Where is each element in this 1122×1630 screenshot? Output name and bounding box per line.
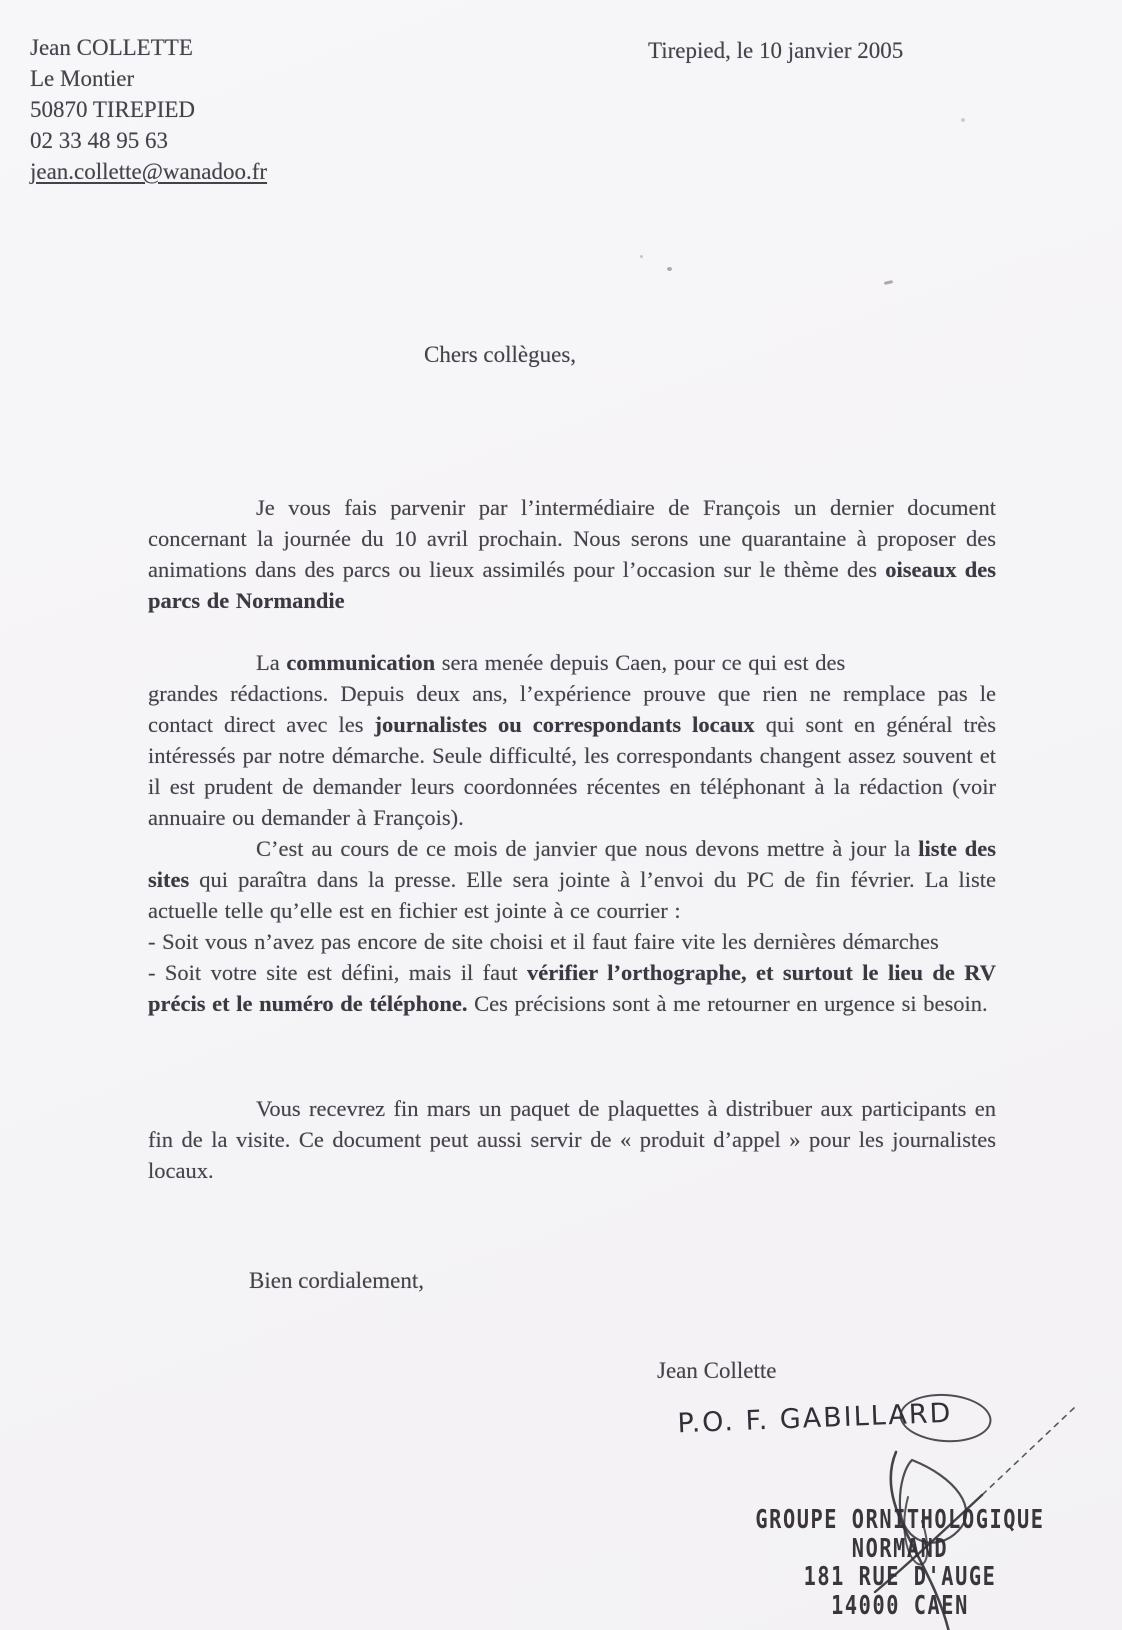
stamp-line-1: GROUPE ORNITHOLOGIQUE [755,1505,1045,1535]
signature-flourish [650,1395,1090,1630]
stamp-line-4: 14000 CAEN [831,1590,969,1621]
sender-block [30,32,267,187]
scan-speck [667,267,672,271]
sender-name: Jean COLLETTE [30,35,193,60]
paragraph-4-list-item: - Soit vous n’avez pas encore de site choisi et il faut faire vite les dernières démarches [148,929,939,954]
paragraph-5-list-item: - Soit votre site est défini, mais il faut vérifier l’orthographe, et surtout le lieu de RV précis et le numéro de téléphone. Ces précisions sont à me retourner en urgence si besoin. [148,960,996,1016]
sender-address-line-2: 50870 TIREPIED [30,97,196,122]
stamp-line-3: 181 RUE D'AUGE [803,1562,997,1592]
salutation: Chers collègues, [424,342,577,367]
scan-speck [961,118,965,122]
paragraph-6: Vous recevrez fin mars un paquet de plaquettes à distribuer aux participants en fin de la visite. Ce document peut aussi servir de « produit d’appel » pour les journalistes locaux. [148,1096,996,1183]
sender-phone: 02 33 48 95 63 [30,128,168,153]
paragraph-1: Je vous fais parvenir par l’intermédiaire de François un dernier document concernant la journée du 10 avril prochain. Nous serons une quarantaine à proposer des animations dans des parcs ou lieux assimilés pour l’occasion sur le thème des oiseaux des parcs de Normandie [148,495,996,613]
paragraph-2: La communication sera menée depuis Caen, pour ce qui est des grandes rédactions. Depuis deux ans, l’expérience prouve que rien ne remplace pas le contact direct avec les journalistes ou correspondants locaux qui sont en général très intéressés par notre démarche. Seule difficulté, les correspondants changent assez souvent et il est prudent de demander leurs coordonnées récentes en téléphonant à la rédaction (voir annuaire ou demander à François). [148,650,996,830]
closing: Bien cordialement, [249,1268,424,1293]
letter-body [148,492,996,1186]
sender-email: jean.collette@wanadoo.fr [30,159,268,184]
date-line: Tirepied, le 10 janvier 2005 [648,38,904,63]
sender-address-line-1: Le Montier [30,66,135,91]
scan-speck [640,255,643,258]
paragraph-3: C’est au cours de ce mois de janvier que nous devons mettre à jour la liste des sites qui paraîtra dans la presse. Elle sera jointe à l’envoi du PC de fin février. La liste actuelle telle qu’elle est en fichier est jointe à ce courrier : [148,836,997,923]
scan-speck [884,280,893,285]
signature-typed-name: Jean Collette [657,1358,777,1383]
stamp-line-2: NORMAND [851,1533,949,1564]
pen-stroke-loop [900,1460,966,1543]
handwritten-note-text: P.O. F. GABILLARD [676,1397,953,1440]
pen-stroke-dashed [982,1408,1074,1495]
